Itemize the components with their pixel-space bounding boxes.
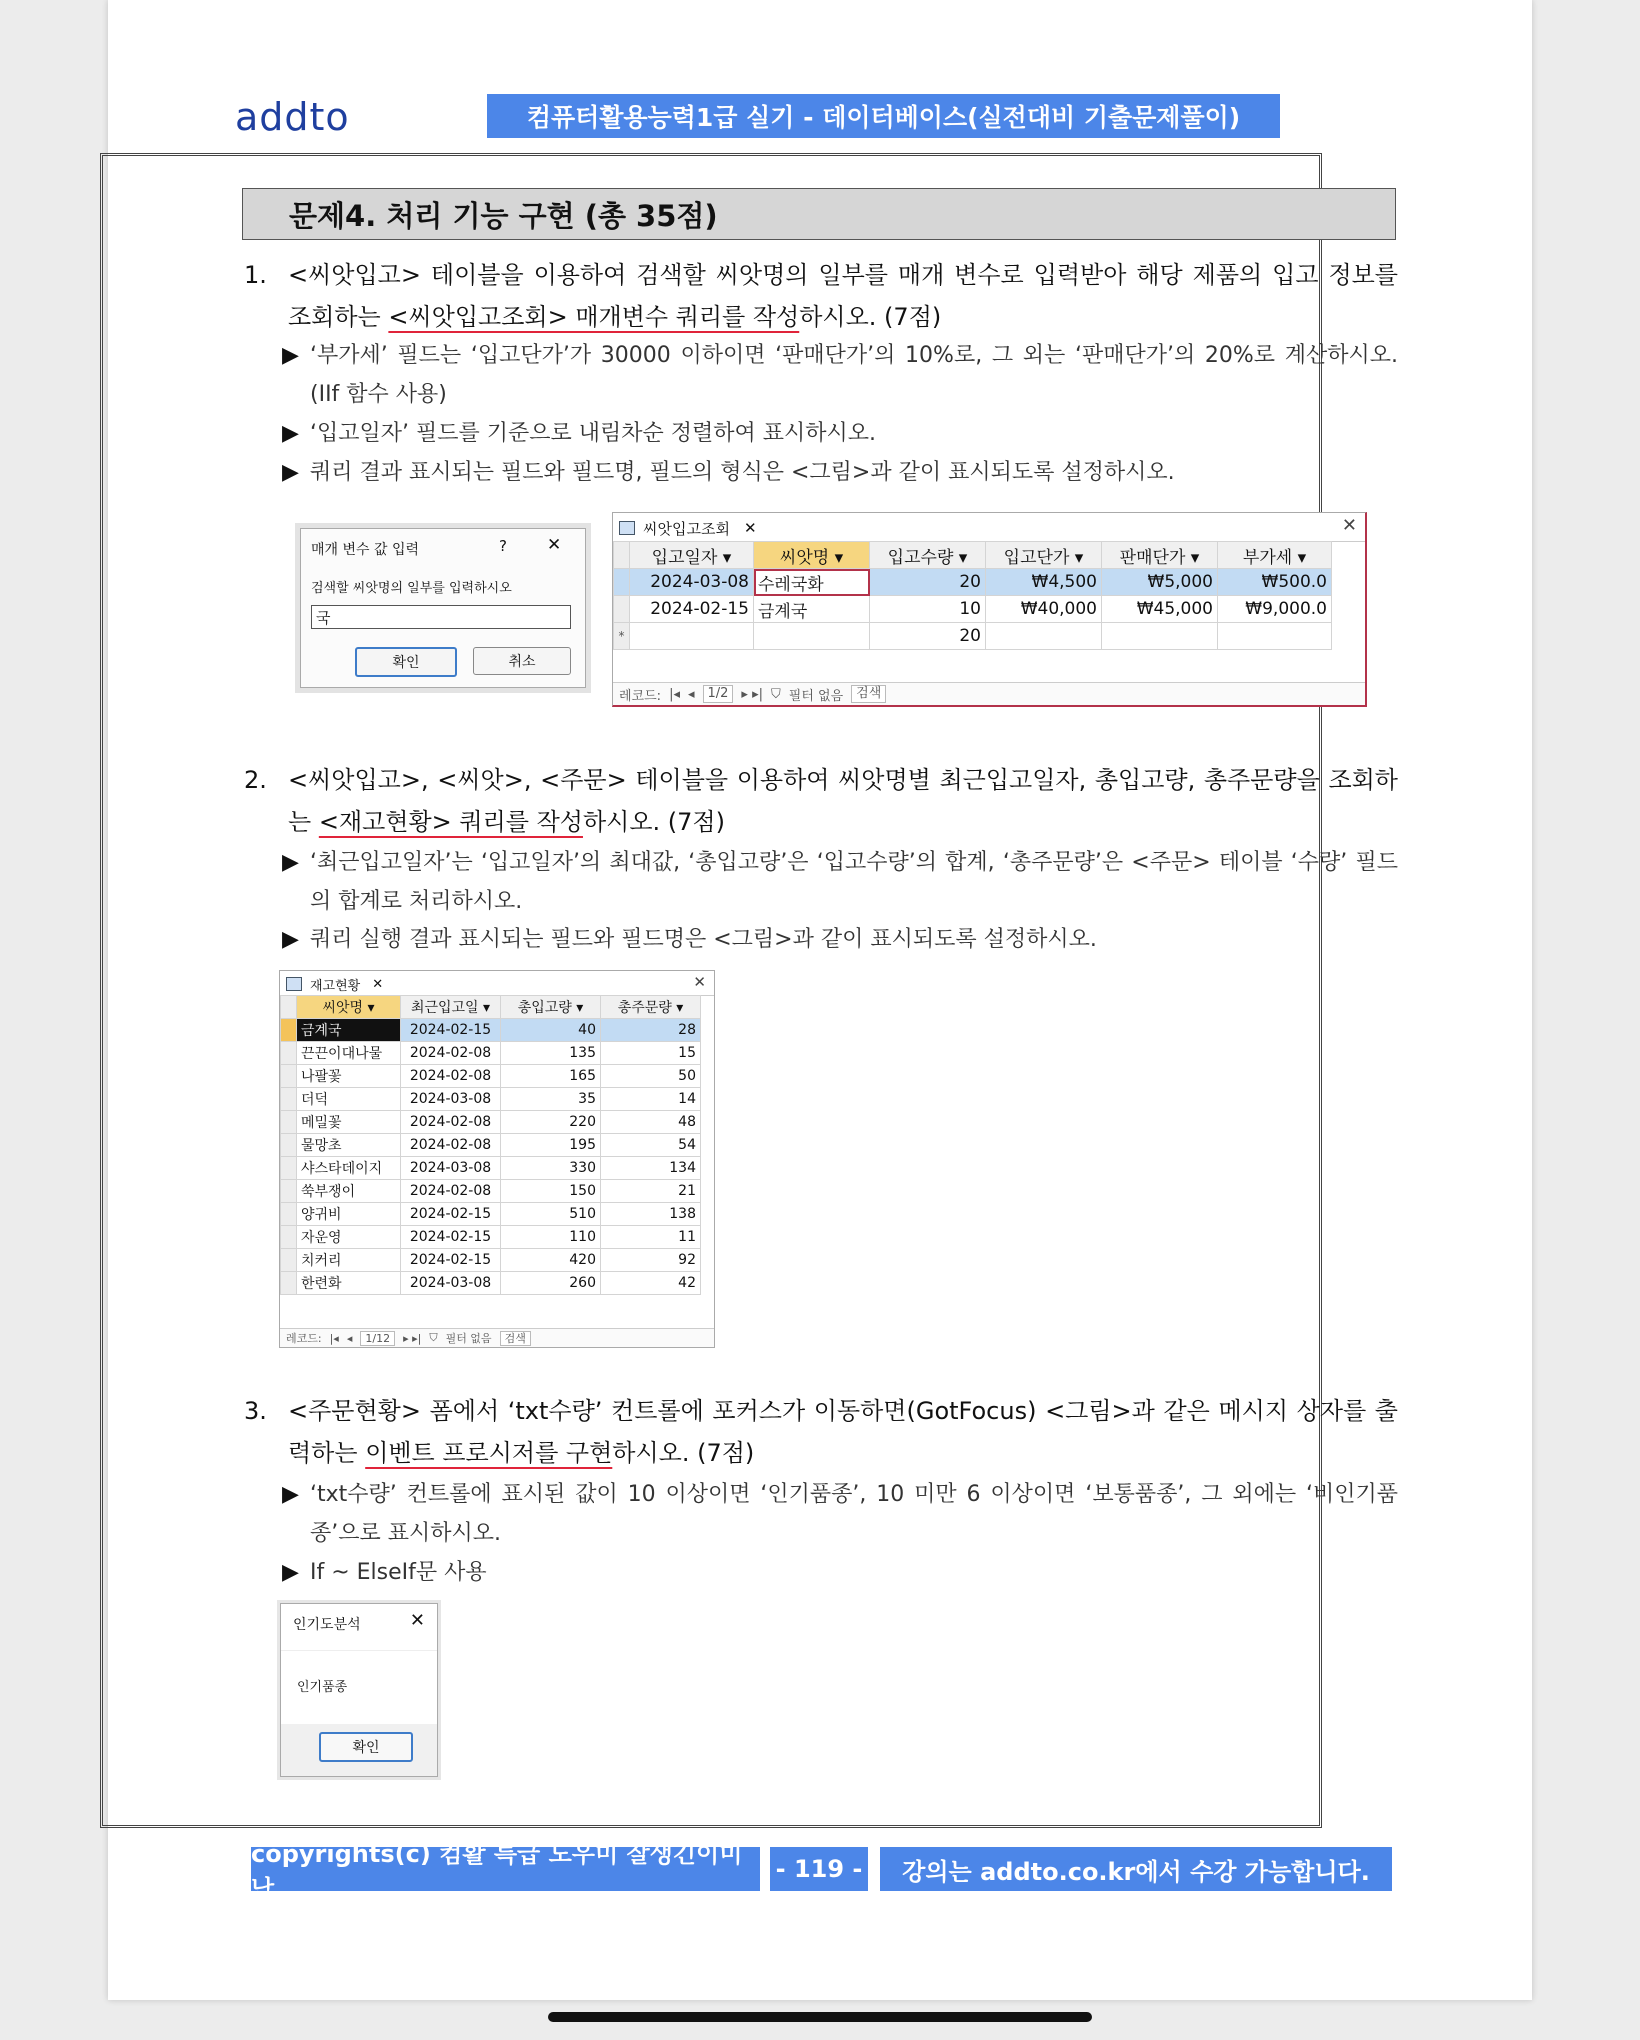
close-icon[interactable]: ✕ [1341, 515, 1357, 536]
q1-bullet-1: ▶ ‘부가세’ 필드는 ‘입고단가’가 30000 이하이면 ‘판매단가’의 10%로, 그 외는 ‘판매단가’의 20%로 계산하시오. (IIf 함수 사용) [282, 336, 1398, 414]
prev-record-icon[interactable]: ◂ [687, 686, 695, 702]
close-icon[interactable]: ✕ [547, 535, 562, 555]
table-row[interactable] [281, 1134, 701, 1157]
table-row[interactable] [281, 1088, 701, 1111]
table-cell[interactable]: 치커리 [297, 1249, 401, 1272]
record-navigator: 레코드: |◂ ◂ 1/2 ▸ ▸| ⛉ 필터 없음 검색 [613, 682, 1365, 705]
table-row[interactable] [281, 1226, 701, 1249]
header-title: 컴퓨터활용능력1급 실기 - 데이터베이스(실전대비 기출문제풀이) [487, 94, 1280, 138]
column-header[interactable]: 씨앗명 ▾ [754, 542, 870, 569]
table-cell[interactable]: 165 [501, 1065, 601, 1088]
question-2 [244, 759, 1398, 843]
q1-bullet-3: ▶ 쿼리 결과 표시되는 필드와 필드명, 필드의 형식은 <그림>과 같이 표시되도록 설정하시오. [282, 453, 1398, 492]
table-cell[interactable]: 40 [501, 1019, 601, 1042]
next-record-icon[interactable]: ▸ ▸| [741, 686, 763, 702]
row-selector[interactable] [281, 1157, 297, 1180]
table-cell[interactable]: 134 [601, 1157, 701, 1180]
table-cell[interactable]: 195 [501, 1134, 601, 1157]
row-selector[interactable] [281, 1249, 297, 1272]
query-tab[interactable]: 씨앗입고조회 ✕ [619, 515, 765, 544]
table-cell[interactable]: 92 [601, 1249, 701, 1272]
table-cell[interactable]: 2024-02-08 [401, 1065, 501, 1088]
table-row[interactable] [281, 1042, 701, 1065]
question-emphasis: <재고현황> 쿼리를 작성 [318, 808, 583, 836]
column-header[interactable]: 총입고량 ▾ [501, 996, 601, 1019]
question-text: <주문현황> 폼에서 ‘txt수량’ 컨트롤에 포커스가 이동하면(GotFocus) <그림>과 같은 메시지 상자를 출력하는 [288, 1397, 1398, 1467]
table-row[interactable] [281, 1272, 701, 1295]
row-selector[interactable] [281, 1065, 297, 1088]
table-row[interactable]: 2024-03-08 수레국화 20 ₩4,500 ₩5,000 ₩500.0 [614, 569, 1332, 596]
record-position[interactable]: 1/2 [703, 685, 734, 703]
question-text-end: 하시오. (7점) [582, 808, 725, 836]
tab-close-icon[interactable]: ✕ [743, 519, 757, 537]
cancel-button[interactable]: 취소 [473, 647, 571, 675]
table-cell[interactable]: 2024-03-08 [401, 1088, 501, 1111]
table-cell[interactable]: 2024-02-15 [401, 1226, 501, 1249]
bullet-icon: ▶ [282, 1482, 299, 1507]
next-record-icon[interactable]: ▸ ▸| [403, 1331, 422, 1345]
table-cell[interactable]: 42 [601, 1272, 701, 1295]
row-selector[interactable] [281, 1180, 297, 1203]
table-row[interactable] [281, 1157, 701, 1180]
table-cell[interactable]: 2024-03-08 [401, 1272, 501, 1295]
section-title: 문제4. 처리 기능 구현 (총 35점) [242, 188, 1396, 240]
row-selector[interactable] [281, 1019, 297, 1042]
bullet-icon: ▶ [282, 460, 299, 485]
page-number: - 119 - [770, 1847, 868, 1891]
q2-bullet-1: ▶ ‘최근입고일자’는 ‘입고일자’의 최대값, ‘총입고량’은 ‘입고수량’의 합계, ‘총주문량’은 <주문> 테이블 ‘수량’ 필드의 합계로 처리하시오. [282, 843, 1398, 921]
row-selector[interactable] [281, 1203, 297, 1226]
filter-status[interactable]: 필터 없음 [445, 1332, 492, 1345]
row-selector[interactable] [281, 1088, 297, 1111]
table-cell[interactable]: 나팔꽃 [297, 1065, 401, 1088]
home-indicator[interactable] [548, 2012, 1092, 2022]
row-selector[interactable] [281, 1134, 297, 1157]
table-cell[interactable]: 한련화 [297, 1272, 401, 1295]
bullet-icon: ▶ [282, 927, 299, 952]
bullet-icon: ▶ [282, 850, 299, 875]
table-cell[interactable]: 2024-03-08 [401, 1157, 501, 1180]
question-number: 3. [244, 1397, 267, 1425]
table-cell[interactable]: 2024-02-15 [401, 1203, 501, 1226]
column-header[interactable]: 최근입고일 ▾ [401, 996, 501, 1019]
column-header[interactable]: 부가세 ▾ [1218, 542, 1332, 569]
question-3 [244, 1390, 1398, 1474]
question-text: <씨앗입고>, <씨앗>, <주문> 테이블을 이용하여 씨앗명별 최근입고일자, 총입고량, 총주문량을 조회하는 [288, 766, 1398, 836]
table-cell[interactable]: 자운영 [297, 1226, 401, 1249]
search-box[interactable]: 검색 [500, 1331, 531, 1346]
q3-bullet-1: ▶ ‘txt수량’ 컨트롤에 표시된 값이 10 이상이면 ‘인기품종’, 10 미만 6 이상이면 ‘보통품종’, 그 외에는 ‘비인기품종’으로 표시하시오. [282, 1475, 1398, 1553]
table-cell[interactable]: 35 [501, 1088, 601, 1111]
bullet-icon: ▶ [282, 1560, 299, 1585]
table-row[interactable] [281, 1111, 701, 1134]
column-header[interactable]: 입고단가 ▾ [986, 542, 1102, 569]
msgbox-message: 인기품종 [297, 1680, 348, 1695]
table-cell[interactable]: 510 [501, 1203, 601, 1226]
column-header[interactable]: 입고일자 ▾ [630, 542, 754, 569]
question-1 [244, 254, 1398, 338]
row-selector[interactable] [281, 1111, 297, 1134]
first-record-icon[interactable]: |◂ [669, 686, 680, 702]
footer-notice: 강의는 addto.co.kr에서 수강 가능합니다. [880, 1847, 1392, 1891]
column-header[interactable]: 판매단가 ▾ [1102, 542, 1218, 569]
first-record-icon[interactable]: |◂ [329, 1331, 339, 1345]
table-row[interactable] [281, 1065, 701, 1088]
table-cell[interactable]: 쑥부쟁이 [297, 1180, 401, 1203]
question-text: <씨앗입고> 테이블을 이용하여 검색할 씨앗명의 일부를 매개 변수로 입력받아 해당 제품의 입고 정보를 조회하는 [288, 261, 1398, 331]
ok-button[interactable]: 확인 [355, 647, 457, 677]
record-position[interactable]: 1/12 [360, 1331, 395, 1346]
table-cell[interactable]: 2024-02-08 [401, 1134, 501, 1157]
q3-bullet-2: ▶ If ~ ElseIf문 사용 [282, 1553, 1398, 1592]
table-cell[interactable]: 420 [501, 1249, 601, 1272]
question-text-end: 하시오. (7점) [612, 1439, 755, 1467]
seed-inbound-query-datasheet [612, 512, 1367, 707]
table-cell[interactable]: 260 [501, 1272, 601, 1295]
parameter-dialog [300, 528, 586, 688]
parameter-input[interactable]: 국 [311, 605, 571, 629]
table-cell[interactable]: 330 [501, 1157, 601, 1180]
table-cell[interactable]: 50 [601, 1065, 701, 1088]
filter-icon: ⛉ [771, 686, 781, 702]
table-cell[interactable]: 2024-02-08 [401, 1180, 501, 1203]
addto-logo: addto [235, 95, 350, 139]
table-cell[interactable]: 물망초 [297, 1134, 401, 1157]
table-row[interactable] [281, 1249, 701, 1272]
table-cell[interactable]: 54 [601, 1134, 701, 1157]
table-cell[interactable]: 138 [601, 1203, 701, 1226]
search-box[interactable]: 검색 [851, 685, 886, 703]
table-cell[interactable]: 150 [501, 1180, 601, 1203]
bullet-icon: ▶ [282, 421, 299, 446]
close-icon[interactable]: ✕ [409, 1610, 425, 1631]
ok-button[interactable]: 확인 [319, 1732, 413, 1762]
query-tab[interactable]: 재고현황 ✕ [286, 973, 391, 995]
q1-bullet-2: ▶ ‘입고일자’ 필드를 기준으로 내림차순 정렬하여 표시하시오. [282, 414, 1398, 453]
help-icon[interactable]: ? [499, 537, 507, 555]
column-header[interactable]: 씨앗명 ▾ [297, 996, 401, 1019]
table-cell[interactable]: 2024-02-08 [401, 1042, 501, 1065]
table-row[interactable] [281, 1203, 701, 1226]
question-number: 2. [244, 766, 267, 794]
question-emphasis: <씨앗입고조회> 매개변수 쿼리를 작성 [388, 303, 800, 331]
row-selector[interactable] [281, 1226, 297, 1249]
table-cell[interactable]: 금계국 [297, 1019, 401, 1042]
table-cell[interactable]: 220 [501, 1111, 601, 1134]
table-cell[interactable]: 11 [601, 1226, 701, 1249]
prev-record-icon[interactable]: ◂ [346, 1331, 353, 1345]
table-cell[interactable]: 110 [501, 1226, 601, 1249]
query-icon [619, 521, 635, 535]
table-row[interactable] [281, 1180, 701, 1203]
column-header[interactable]: 입고수량 ▾ [870, 542, 986, 569]
question-text-end: 하시오. (7점) [799, 303, 942, 331]
table-cell[interactable]: 2024-02-15 [401, 1249, 501, 1272]
row-selector[interactable] [281, 1272, 297, 1295]
popularity-message-box [280, 1603, 438, 1777]
q2-bullet-2: ▶ 쿼리 실행 결과 표시되는 필드와 필드명은 <그림>과 같이 표시되도록 설정하시오. [282, 920, 1398, 959]
table-cell[interactable]: 135 [501, 1042, 601, 1065]
footer-copyright: copyrights(c) 컴활 특급 도우미 잘생긴이미남 [251, 1847, 760, 1891]
bullet-icon: ▶ [282, 343, 299, 368]
table-cell[interactable]: 메밀꽃 [297, 1111, 401, 1134]
table-cell[interactable]: 샤스타데이지 [297, 1157, 401, 1180]
query-icon [286, 977, 302, 991]
table-row[interactable] [281, 1019, 701, 1042]
question-emphasis: 이벤트 프로시저를 구현 [365, 1439, 613, 1467]
filter-icon: ⛉ [429, 1331, 438, 1344]
table-cell[interactable]: 2024-02-15 [401, 1019, 501, 1042]
question-number: 1. [244, 261, 267, 289]
row-selector[interactable] [281, 1042, 297, 1065]
record-navigator: 레코드: |◂ ◂ 1/12 ▸ ▸| ⛉ 필터 없음 검색 [280, 1328, 714, 1347]
dialog-title: 매개 변수 값 입력 [311, 542, 420, 558]
tab-close-icon[interactable]: ✕ [372, 976, 384, 992]
table-cell[interactable]: 21 [601, 1180, 701, 1203]
table-cell[interactable]: 14 [601, 1088, 701, 1111]
msgbox-title: 인기도분석 [293, 1617, 361, 1633]
table-cell[interactable]: 2024-02-08 [401, 1111, 501, 1134]
table-cell[interactable]: 15 [601, 1042, 701, 1065]
inventory-query-datasheet [279, 970, 715, 1348]
close-icon[interactable]: ✕ [693, 973, 706, 991]
table-cell[interactable]: 양귀비 [297, 1203, 401, 1226]
dialog-prompt: 검색할 씨앗명의 일부를 입력하시오 [311, 581, 512, 596]
new-record-row[interactable]: * 20 [614, 623, 1332, 650]
table-cell[interactable]: 28 [601, 1019, 701, 1042]
table-row[interactable]: 2024-02-15 금계국 10 ₩40,000 ₩45,000 ₩9,000.0 [614, 596, 1332, 623]
table-cell[interactable]: 48 [601, 1111, 701, 1134]
table-cell[interactable]: 끈끈이대나물 [297, 1042, 401, 1065]
table-cell[interactable]: 더덕 [297, 1088, 401, 1111]
column-header[interactable]: 총주문량 ▾ [601, 996, 701, 1019]
filter-status[interactable]: 필터 없음 [788, 688, 844, 704]
